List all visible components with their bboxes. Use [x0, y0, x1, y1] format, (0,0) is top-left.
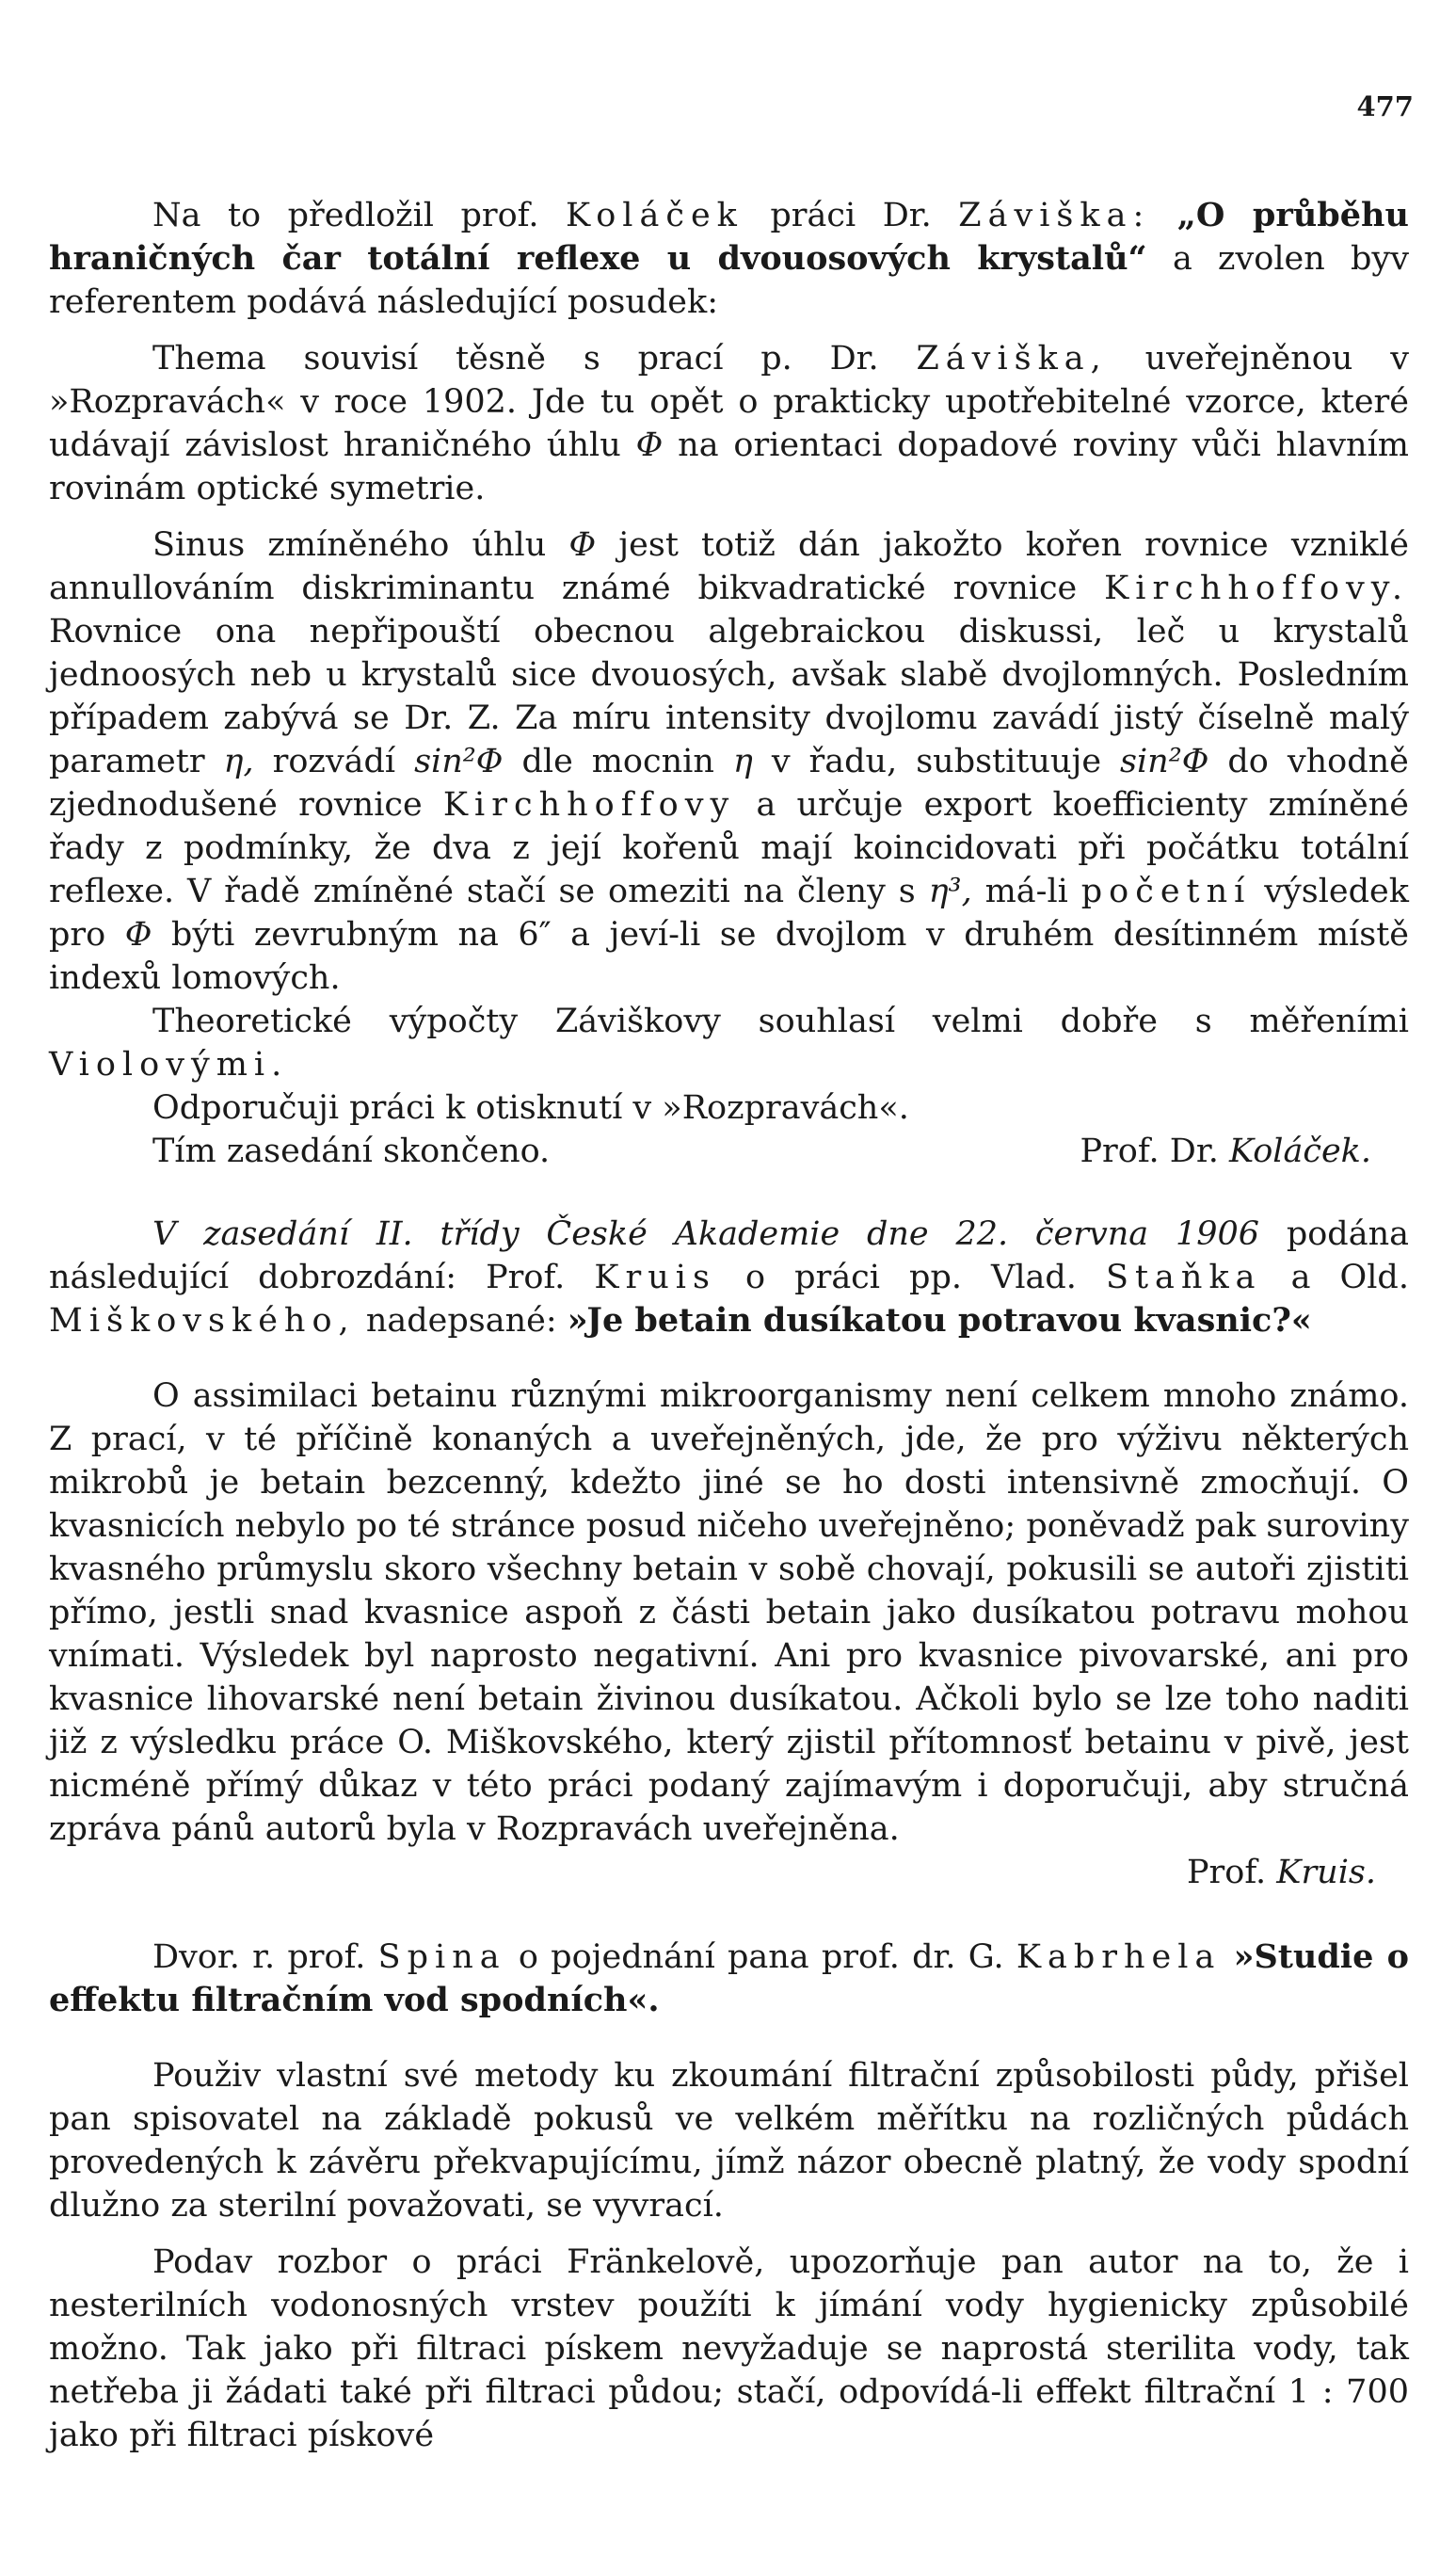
signature-kruis: Prof. Kruis.: [1186, 1854, 1376, 1891]
report-kabrhel: [49, 1936, 1409, 2457]
report-zaviska: [49, 194, 1409, 1173]
paragraph: Použiv vlastní své metody ku zkoumání filtrační způsobilosti půdy, přišel pan spisovatel na základě pokusů ve velkém měřítku na rozličných půdách provedených k závěru překvapujícímu, jímž názor obecně platný, že vody spodní dlužno za sterilní považovati, se vyvrací.: [49, 2057, 1409, 2225]
paragraph: Sinus zmíněného úhlu Φ jest totiž dán jakožto kořen rovnice vzniklé annullováním diskriminantu známé bikvadratické rovnice Kirchhoffovy. Rovnice ona nepřipouští obecnou algebraickou diskussi, leč u krystalů jednoosých neb u krystalů sice dvouosých, avšak slabě dvojlomných. Posledním případem zabývá se Dr. Z. Za míru intensity dvojlomu zavádí jistý číselně malý parametr η, rozvádí sin²Φ dle mocnin η v řadu, substituuje sin²Φ do vhodně zjednodušené rovnice Kirchhoffovy a určuje export koefficienty zmíněné řady z podmínky, že dva z její kořenů mají koincidovati při počátku totální reflexe. V řadě zmíněné stačí se omeziti na členy s η³, má-li početní výsledek pro Φ býti zevrubným na 6″ a jeví-li se dvojlom v druhém desítinném místě indexů lomových.: [49, 526, 1409, 997]
paragraph: O assimilaci betainu různými mikroorganismy není celkem mnoho známo. Z prací, v té příčině konaných a uveřejněných, jde, že pro výživu některých mikrobů je betain bezcenný, kdežto jiné se ho dosti intensivně zmocňují. O kvasnicích nebylo po té stránce posud ničeho uveřejněno; poněvadž pak suroviny kvasného průmyslu skoro všechny betain v sobě chovají, pokusili se autoři zjistiti přímo, jestli snad kvasnice aspoň z části betain jako dusíkatou potravu mohou vnímati. Výsledek byl naprosto negativní. Ani pro kvasnice pivovarské, ani pro kvasnice lihovarské není betain živinou dusíkatou. Ačkoli bylo se lze toho naditi již z výsledku práce O. Miškovského, který zjistil přítomnosť betainu v pivě, jest nicméně přímý důkaz v této práci podaný zajímavým i doporučuji, aby stručná zpráva pánů autorů byla v Rozpravách uveřejněna.: [49, 1377, 1409, 1848]
paper-title: »Studie o effektu filtračním vod spodních«.: [49, 1937, 1409, 2019]
author-zaviska: Záviška:: [958, 197, 1151, 234]
paper-title: „O průběhu hraničných čar totální reflexe u dvouosových krystalů“: [49, 196, 1409, 278]
paragraph: Thema souvisí těsně s prací p. Dr. Záviška, uveřejněnou v »Rozpravách« v roce 1902. Jde tu opět o prakticky upotřebitelné vzorce, které udávají závislost hraničného úhlu Φ na orientaci dopadové roviny vůči hlavním rovinám optické symetrie.: [49, 340, 1409, 507]
paragraph: Podav rozbor o práci Fränkelově, upozorňuje pan autor na to, že i nesterilních vodonosných vrstev použíti k jímání vody hygienicky způsobilé možno. Tak jako při filtraci pískem nevyžaduje se naprostá sterilita vody, tak netřeba ji žádati také při filtraci půdou; stačí, odpovídá-li effekt filtrační 1 : 700 jako při filtraci pískové: [49, 2243, 1409, 2454]
signature-kolacek: Prof. Dr. Koláček.: [1080, 1133, 1371, 1170]
closing-text: Tím zasedání skončeno.: [152, 1133, 551, 1170]
author-kolacek: Koláček: [566, 197, 744, 234]
session-heading: V zasedání II. třídy České Akademie dne 22. června 1906: [152, 1215, 1260, 1253]
page-number: 477: [1356, 90, 1414, 122]
report-betain: [49, 1213, 1409, 1894]
intro-paragraph: Dvor. r. prof. Spina o pojednání pana prof. dr. G. Kabrhela »Studie o effektu filtračním vod spodních«.: [49, 1937, 1409, 2019]
paper-title: »Je betain dusíkatou potravou kvasnic?«: [567, 1301, 1312, 1340]
closing-line: [49, 1130, 1409, 1173]
intro-paragraph: Na to předložil prof. Koláček práci Dr. Záviška: „O průběhu hraničných čar totální reflexe u dvouosových krystalů“ a zvolen byv referentem podává následující posudek:: [49, 196, 1409, 321]
session-paragraph: V zasedání II. třídy České Akademie dne 22. června 1906 podána následující dobrozdání: Prof. Kruis o práci pp. Vlad. Staňka a Old. Miškovského, nadepsané: »Je betain dusíkatou potravou kvasnic?«: [49, 1215, 1409, 1340]
paragraph: Theoretické výpočty Záviškovy souhlasí velmi dobře s měřeními Violovými.: [49, 1003, 1409, 1084]
paragraph: Odporučuji práci k otisknutí v »Rozpravách«.: [152, 1089, 909, 1127]
